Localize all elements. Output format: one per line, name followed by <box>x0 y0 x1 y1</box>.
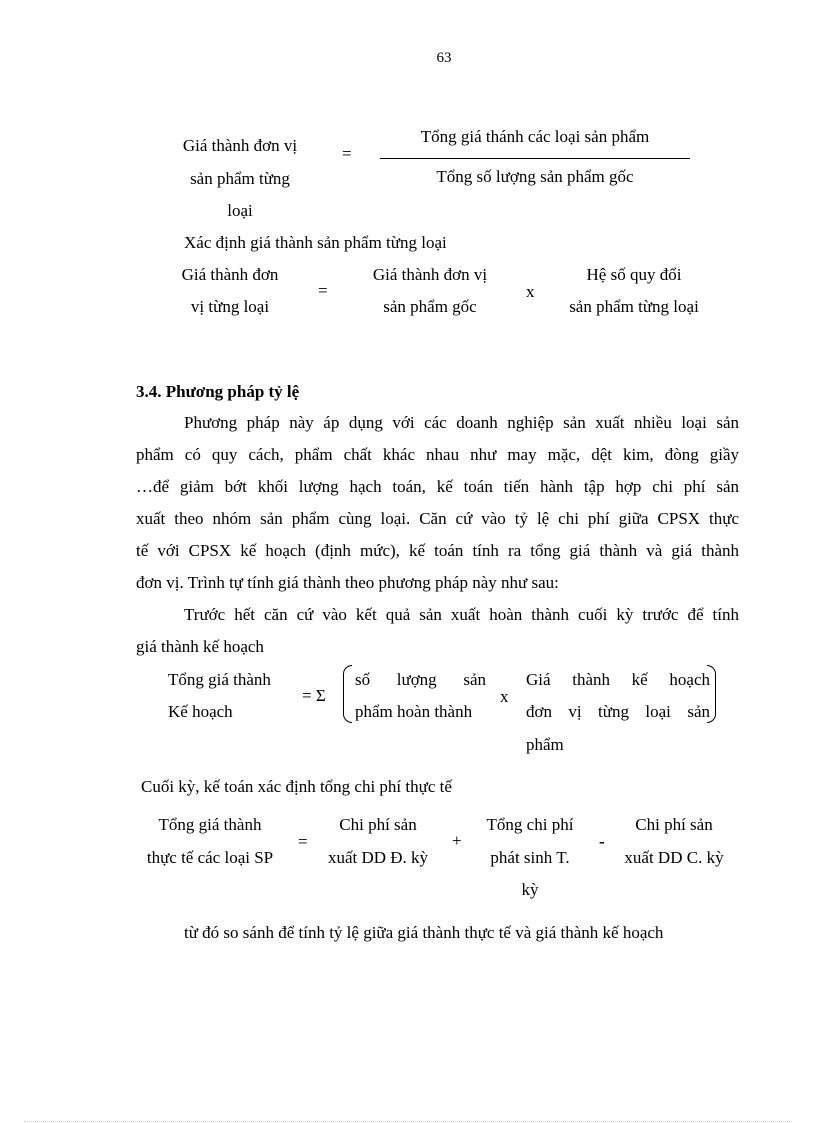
paragraph-line: Trước hết căn cứ vào kết quả sản xuất hoàn thành cuối kỳ trước để tính <box>184 605 739 624</box>
paragraph-line: phẩm có quy cách, phẩm chất khác nhau như may mặc, dệt kim, đòng giầy <box>136 445 739 464</box>
paragraph-line: Phương pháp này áp dụng với các doanh nghiệp sản xuất nhiều loại sản <box>184 413 739 432</box>
fraction-bar <box>380 158 690 159</box>
formula3-b-line1: Giá thành kế hoạch <box>526 670 710 689</box>
paragraph-line: đơn vị. Trình tự tính giá thành theo phương pháp này như sau: <box>136 573 559 592</box>
formula4-left-line1: Tổng giá thành <box>158 815 262 834</box>
formula4-c-line2: xuất DD C. kỳ <box>624 848 724 867</box>
formula2-mid-line1: Giá thành đơn vị <box>372 265 488 284</box>
formula4-b-line2: phát sinh T. <box>490 848 570 867</box>
formula4-left-line2: thực tế các loại SP <box>146 848 274 867</box>
formula4-b-line3: kỳ <box>521 880 539 899</box>
formula4-a-line2: xuất DD Đ. kỳ <box>327 848 429 867</box>
formula2-left-line1: Giá thành đơn <box>181 265 279 284</box>
end-period-line: Cuối kỳ, kế toán xác định tổng chi phí thực tế <box>141 777 452 796</box>
formula3-b-line3: phẩm <box>526 735 564 754</box>
formula2-right-line2: sản phẩm từng loại <box>569 297 699 316</box>
formula3-left-line1: Tổng giá thành <box>168 670 271 689</box>
formula1-left-line3: loại <box>227 201 253 220</box>
formula3-a-line1: số lượng sản <box>355 670 486 689</box>
formula4-minus: - <box>599 832 605 851</box>
page-bottom-rule <box>24 1121 792 1122</box>
formula4-equals: = <box>298 832 308 851</box>
formula4-c-line1: Chi phí sản <box>635 815 713 834</box>
formula2-right-line1: Hệ số quy đổi <box>586 265 682 284</box>
paragraph-line: …để giảm bớt khối lượng hạch toán, kế toán tiến hành tập hợp chi phí sản <box>136 477 739 496</box>
closing-line: từ đó so sánh để tính tỷ lệ giữa giá thành thực tế và giá thành kế hoạch <box>184 923 664 942</box>
formula1-denominator: Tổng số lượng sản phẩm gốc <box>436 167 634 186</box>
formula4-b-line1: Tổng chi phí <box>486 815 574 834</box>
formula3-multiply: x <box>500 687 509 706</box>
paragraph-line: giá thành kế hoạch <box>136 637 264 656</box>
formula1-numerator: Tổng giá thánh các loại sản phẩm <box>420 127 650 146</box>
formula2-left-line2: vị từng loại <box>190 297 270 316</box>
formula1-left-line2: sản phẩm từng <box>190 169 290 188</box>
left-parenthesis <box>343 665 352 723</box>
right-parenthesis <box>707 665 716 723</box>
formula1-equals: = <box>342 144 352 163</box>
section-heading: 3.4. Phương pháp tỷ lệ <box>136 382 300 401</box>
formula2-equals: = <box>318 281 328 300</box>
formula4-a-line1: Chi phí sản <box>339 815 417 834</box>
paragraph-line: tế với CPSX kế hoạch (định mức), kế toán tính ra tổng giá thành và giá thành <box>136 541 739 560</box>
formula3-left-line2: Kế hoạch <box>168 702 233 721</box>
formula4-plus: + <box>452 831 462 850</box>
page-number: 63 <box>436 50 452 66</box>
formula1-left-line1: Giá thành đơn vị <box>182 136 298 155</box>
formula3-b-line2: đơn vị từng loại sản <box>526 702 710 721</box>
paragraph-line: xuất theo nhóm sản phẩm cùng loại. Căn cứ vào tỷ lệ chi phí giữa CPSX thực <box>136 509 739 528</box>
formula3-a-line2: phẩm hoàn thành <box>355 702 473 721</box>
formula2-multiply: x <box>526 282 535 301</box>
formula2-mid-line2: sản phẩm gốc <box>383 297 477 316</box>
determine-cost-line: Xác định giá thành sản phẩm từng loại <box>184 233 447 252</box>
sigma-equals: = Σ <box>302 686 326 705</box>
